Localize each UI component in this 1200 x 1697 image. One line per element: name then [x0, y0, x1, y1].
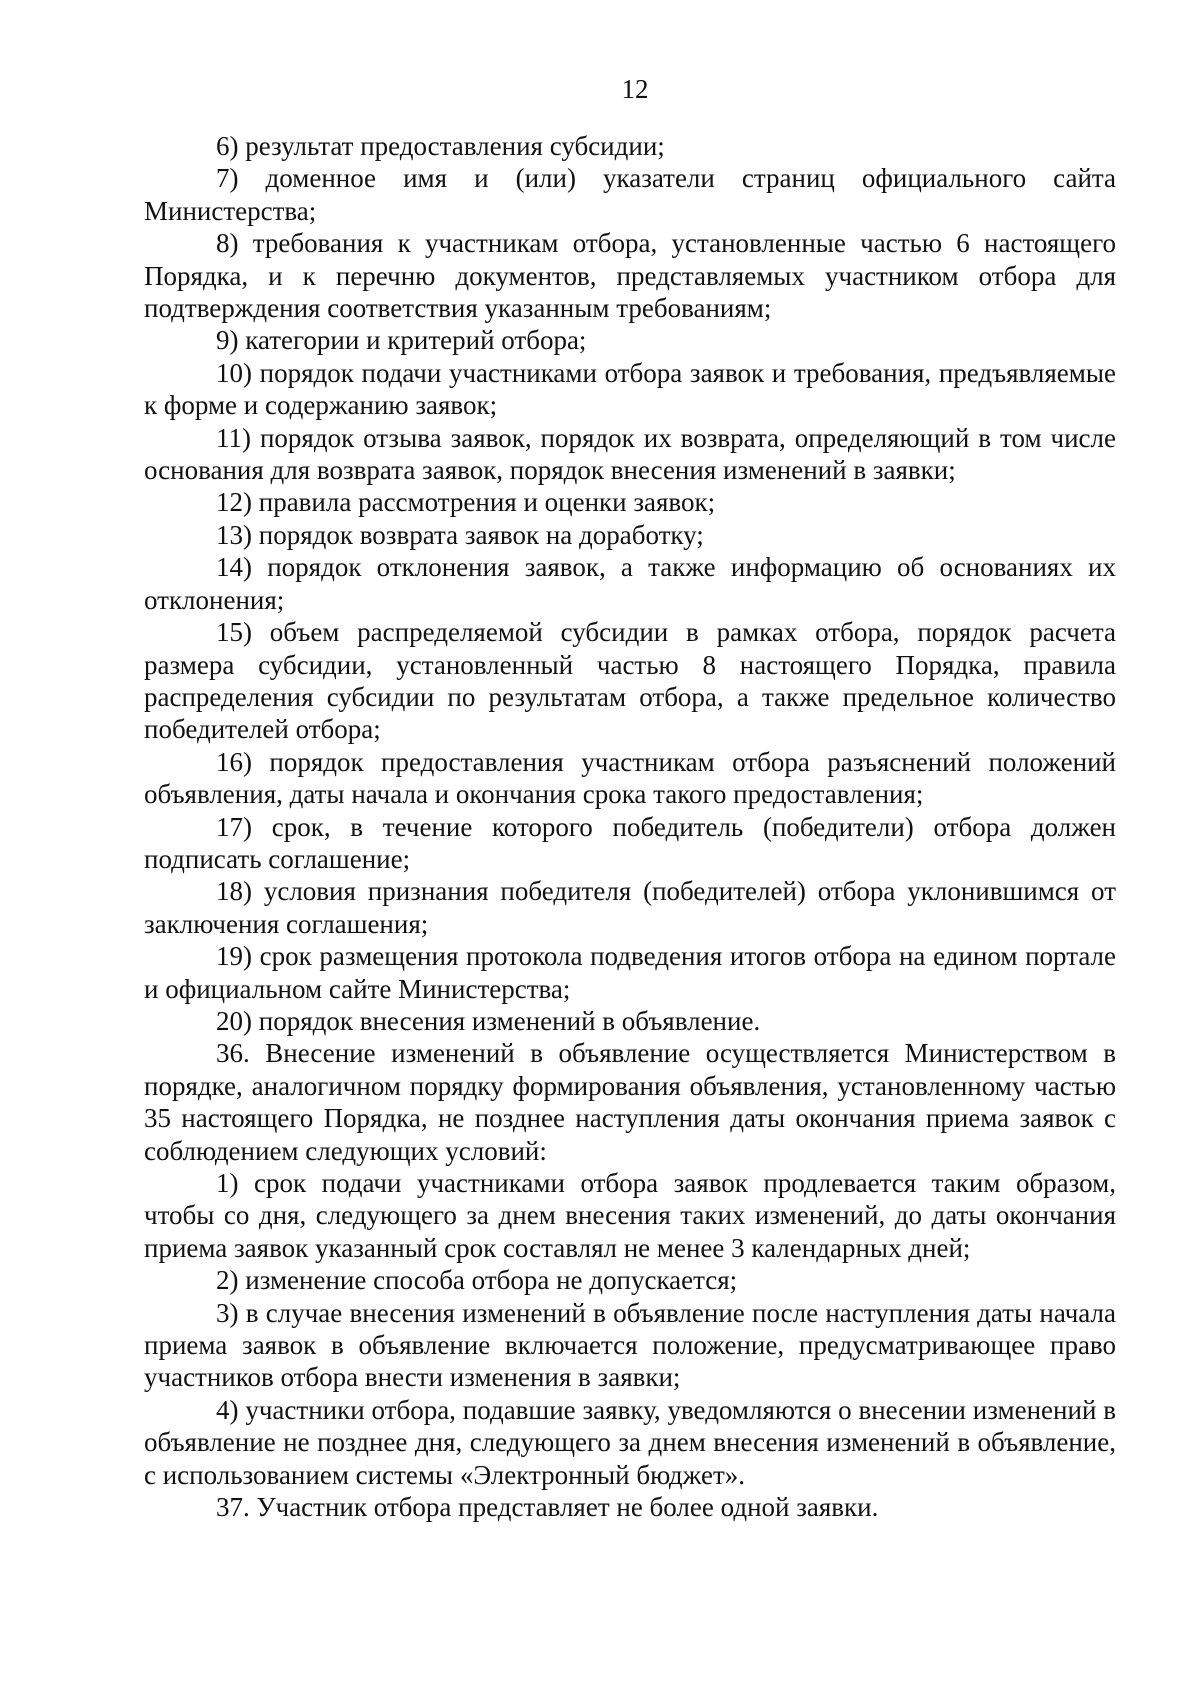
paragraph-clause-37: 37. Участник отбора представляет не более одной заявки.	[216, 1492, 879, 1523]
paragraph-item-14: 14) порядок отклонения заявок, а также информацию об основаниях их отклонения;	[144, 552, 1116, 615]
page-number: 12	[621, 74, 649, 104]
paragraph-item-13: 13) порядок возврата заявок на доработку;	[216, 519, 704, 550]
paragraph-item-17: 17) срок, в течение которого победитель (победители) отбора должен подписать соглашение;	[144, 811, 1116, 874]
paragraph-item-18: 18) условия признания победителя (победителей) отбора уклонившимся от заключения соглашения;	[144, 876, 1116, 939]
paragraph-condition-1: 1) срок подачи участниками отбора заявок продлевается таким образом, чтобы со дня, следующего за днем внесения таких изменений, до даты окончания приема заявок указанный срок составлял не менее 3 календарных дней;	[144, 1168, 1116, 1263]
paragraph-item-11: 11) порядок отзыва заявок, порядок их возврата, определяющий в том числе основания для возврата заявок, порядок внесения изменений в заявки;	[144, 422, 1116, 486]
document-body	[144, 130, 1116, 1523]
paragraph-item-20: 20) порядок внесения изменений в объявление.	[216, 1005, 761, 1036]
paragraph-item-16: 16) порядок предоставления участникам отбора разъяснений положений объявления, даты начала и окончания срока такого предоставления;	[144, 746, 1116, 810]
paragraph-clause-36: 36. Внесение изменений в объявление осуществляется Министерством в порядке, аналогичном порядку формирования объявления, установленному частью 35 настоящего Порядка, не позднее наступления даты окончания приема заявок с соблюдением следующих условий:	[144, 1038, 1116, 1166]
paragraph-item-12: 12) правила рассмотрения и оценки заявок;	[216, 487, 716, 518]
paragraph-item-7: 7) доменное имя и (или) указатели страниц официального сайта Министерства;	[144, 163, 1116, 226]
paragraph-item-19: 19) срок размещения протокола подведения итогов отбора на едином портале и официальном сайте Министерства;	[144, 941, 1116, 1004]
paragraph-item-6: 6) результат предоставления субсидии;	[216, 131, 665, 161]
paragraph-condition-3: 3) в случае внесения изменений в объявление после наступления даты начала приема заявок в объявление включается положение, предусматривающее право участников отбора внести изменения в заявки;	[144, 1297, 1116, 1393]
paragraph-condition-4: 4) участники отбора, подавшие заявку, уведомляются о внесении изменений в объявление не позднее дня, следующего за днем внесения изменений в объявление, с использованием системы «Электронный бюджет».	[144, 1394, 1116, 1490]
paragraph-item-15: 15) объем распределяемой субсидии в рамках отбора, порядок расчета размера субсидии, установленный частью 8 настоящего Порядка, правила распределения субсидии по результатам отбора, а также предельное количество победителей отбора;	[144, 617, 1116, 745]
paragraph-item-9: 9) категории и критерий отбора;	[216, 325, 587, 356]
paragraph-condition-2: 2) изменение способа отбора не допускается;	[216, 1265, 738, 1296]
paragraph-item-10: 10) порядок подачи участниками отбора заявок и требования, предъявляемые к форме и содержанию заявок;	[144, 357, 1116, 421]
paragraph-item-8: 8) требования к участникам отбора, установленные частью 6 настоящего Порядка, и к перечню документов, представляемых участником отбора для подтверждения соответствия указанным требованиям;	[144, 228, 1116, 324]
